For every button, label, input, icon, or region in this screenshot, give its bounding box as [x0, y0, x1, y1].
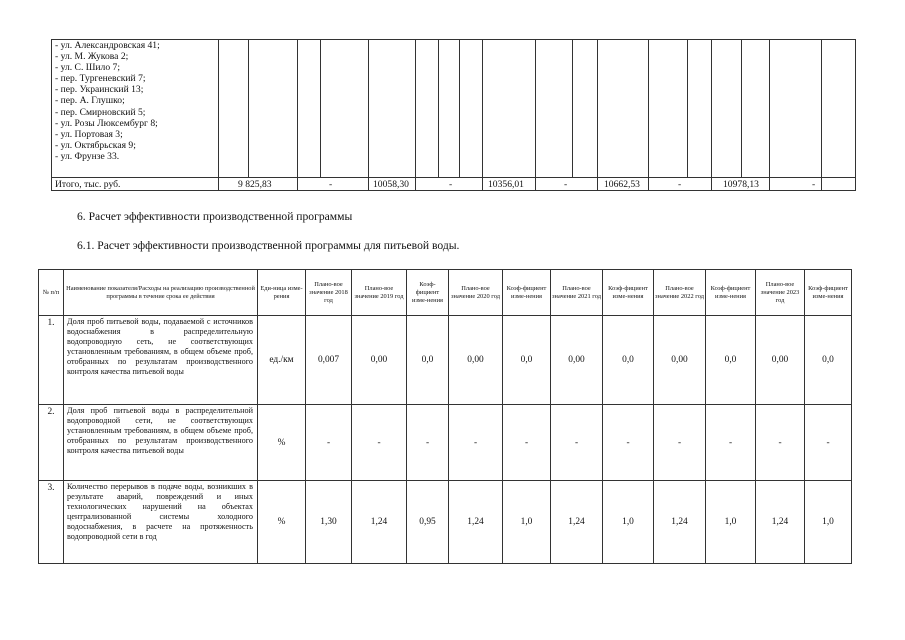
- value-cell: 1,24: [756, 481, 805, 564]
- value-cell: 1,0: [603, 481, 654, 564]
- total-value: 10356,01: [488, 179, 524, 190]
- grid-line: [415, 39, 416, 191]
- street-item: - пер. Тургеневский 7;: [55, 73, 146, 85]
- row-number: 1.: [39, 316, 64, 405]
- header-unit: Еди-ница изме-рения: [258, 270, 306, 316]
- top-table-fragment: [51, 39, 856, 191]
- table-row: [39, 316, 852, 405]
- street-item: - ул. М. Жукова 2;: [55, 51, 129, 63]
- street-list: [55, 40, 160, 162]
- street-item: - ул. Октябрьская 9;: [55, 139, 136, 151]
- table-row: [39, 481, 852, 564]
- value-cell: 1,0: [706, 481, 756, 564]
- total-dash: -: [449, 179, 453, 190]
- top-table-border: [51, 39, 856, 191]
- value-cell: 1,24: [551, 481, 603, 564]
- street-item: - ул. Александровская 41;: [55, 40, 160, 51]
- row-number: 3.: [39, 481, 64, 564]
- value-cell: -: [805, 405, 852, 481]
- value-cell: 0,00: [551, 316, 603, 405]
- grid-line: [320, 39, 321, 177]
- header-plan-2022: Плано-вое значение 2022 год: [654, 270, 706, 316]
- value-cell: -: [756, 405, 805, 481]
- value-cell: 0,95: [407, 481, 449, 564]
- value-cell: 0,0: [603, 316, 654, 405]
- total-value: 10662,53: [604, 179, 640, 190]
- value-cell: 0,00: [449, 316, 503, 405]
- efficiency-table: [38, 269, 852, 564]
- header-plan-2023: Плано-вое значение 2023 год: [756, 270, 805, 316]
- grid-line: [438, 39, 439, 177]
- grid-line: [248, 39, 249, 177]
- grid-line: [741, 39, 742, 177]
- value-cell: -: [654, 405, 706, 481]
- value-cell: -: [603, 405, 654, 481]
- value-cell: 0,00: [756, 316, 805, 405]
- value-cell: 0,0: [503, 316, 551, 405]
- header-coef-2023: Коэф-фициент изме-нения: [805, 270, 852, 316]
- value-cell: -: [503, 405, 551, 481]
- total-dash: -: [329, 179, 333, 190]
- grid-line: [368, 39, 369, 191]
- header-plan-2019: Плано-вое значение 2019 год: [352, 270, 407, 316]
- value-cell: 0,0: [805, 316, 852, 405]
- grid-line: [459, 39, 460, 177]
- section-heading: 6. Расчет эффективности производственной программы: [77, 210, 353, 223]
- value-cell: 1,24: [352, 481, 407, 564]
- total-value: 10058,30: [373, 179, 409, 190]
- grid-line: [482, 39, 483, 191]
- unit-cell: ед./км: [258, 316, 306, 405]
- table-row: [39, 405, 852, 481]
- street-item: - ул. Фрунзе 33.: [55, 150, 120, 162]
- value-cell: -: [407, 405, 449, 481]
- grid-line: [218, 39, 219, 191]
- header-num: № п/п: [39, 270, 64, 316]
- street-item: - пер. Смирновский 5;: [55, 106, 146, 118]
- total-label: Итого, тыс. руб.: [55, 179, 121, 190]
- grid-line: [769, 39, 770, 191]
- unit-cell: %: [258, 405, 306, 481]
- subsection-heading: 6.1. Расчет эффективности производственной программы для питьевой воды.: [77, 239, 460, 252]
- value-cell: -: [551, 405, 603, 481]
- grid-line: [711, 39, 712, 191]
- street-item: - ул. Портовая 3;: [55, 128, 123, 140]
- header-name: Наименование показателя/Расходы на реализацию производственной программы в течение срока ее действия: [64, 270, 258, 316]
- total-dash: -: [678, 179, 682, 190]
- indicator-name: Доля проб питьевой воды, подаваемой с источников водоснабжения в распределительную водопроводную сеть, не соответствующих установленным требованиям, в общем объеме проб, отобранных по результатам производственного контроля качества питьевой воды: [64, 316, 258, 405]
- value-cell: 0,0: [407, 316, 449, 405]
- value-cell: -: [352, 405, 407, 481]
- street-item: - пер. Украинский 13;: [55, 84, 144, 96]
- total-value: 10978,13: [723, 179, 759, 190]
- grid-line: [648, 39, 649, 191]
- header-plan-2020: Плано-вое значение 2020 год: [449, 270, 503, 316]
- value-cell: -: [706, 405, 756, 481]
- value-cell: 0,007: [306, 316, 352, 405]
- street-item: - ул. Розы Люксембург 8;: [55, 117, 158, 129]
- grid-line: [597, 39, 598, 191]
- value-cell: -: [306, 405, 352, 481]
- total-dash: -: [564, 179, 568, 190]
- header-plan-2018: Плано-вое значение 2018 год: [306, 270, 352, 316]
- table-header-row: [39, 270, 852, 316]
- street-item: - ул. С. Шило 7;: [55, 62, 121, 74]
- value-cell: 1,0: [503, 481, 551, 564]
- value-cell: 0,0: [706, 316, 756, 405]
- header-coef-2020: Коэф-фициент изме-нения: [503, 270, 551, 316]
- value-cell: 0,00: [654, 316, 706, 405]
- value-cell: 0,00: [352, 316, 407, 405]
- indicator-name: Количество перерывов в подаче воды, возникших в результате аварий, повреждений и иных технологических нарушений на объектах централизованной системы холодного водоснабжения, в расчете на протяженность водопроводной сети в год: [64, 481, 258, 564]
- value-cell: 1,0: [805, 481, 852, 564]
- value-cell: 1,30: [306, 481, 352, 564]
- header-plan-2021: Плано-вое значение 2021 год: [551, 270, 603, 316]
- indicator-name: Доля проб питьевой воды в распределительной водопроводной сети, не соответствующих установленным требованиям, в общем объеме проб, отобранных по результатам производственного контроля качества питьевой воды: [64, 405, 258, 481]
- grid-line: [297, 39, 298, 191]
- value-cell: -: [449, 405, 503, 481]
- row-number: 2.: [39, 405, 64, 481]
- grid-line: [687, 39, 688, 177]
- value-cell: 1,24: [449, 481, 503, 564]
- total-value: 9 825,83: [238, 179, 272, 190]
- value-cell: 1,24: [654, 481, 706, 564]
- street-item: - пер. А. Глушко;: [55, 95, 125, 107]
- header-coef-2019: Коэф-фициент изме-нения: [407, 270, 449, 316]
- total-row-separator: [51, 177, 856, 178]
- unit-cell: %: [258, 481, 306, 564]
- header-coef-2022: Коэф-фициент изме-нения: [706, 270, 756, 316]
- grid-line: [535, 39, 536, 191]
- header-coef-2021: Коэф-фициент изме-нения: [603, 270, 654, 316]
- grid-line: [572, 39, 573, 177]
- total-dash: -: [812, 179, 816, 190]
- grid-line: [821, 39, 822, 191]
